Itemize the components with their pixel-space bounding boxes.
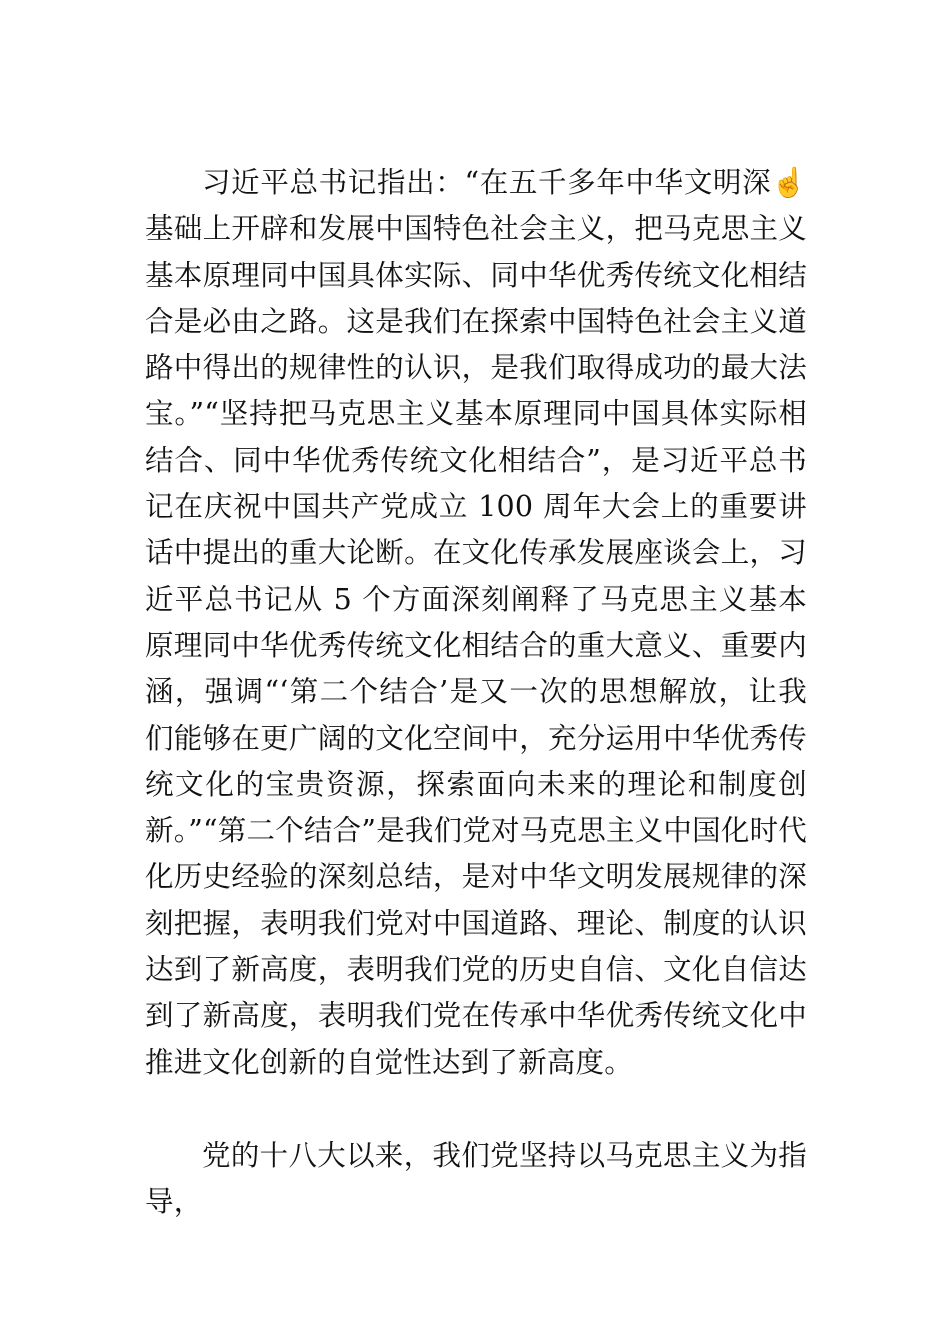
body-text [145,160,807,1226]
paragraph-2: 党的十八大以来，我们党坚持以马克思主义为指导， [145,1138,807,1219]
paragraph-1: 习近平总书记指出：“在五千多年中华文明深☝基础上开辟和发展中国特色社会主义，把马克思主义基本原理同中国具体实际、同中华优秀传统文化相结合是必由之路。这是我们在探索中国特色社会主义道路中得出的规律性的认识，是我们取得成功的最大法宝。”“坚持把马克思主义基本原理同中国具体实际相结合、同中华优秀传统文化相结合”，是习近平总书记在庆祝中国共产党成立 100 周年大会上的重要讲话中提出的重大论断。在文化传承发展座谈会上，习近平总书记从 5 个方面深刻阐释了马克思主义基本原理同中华优秀传统文化相结合的重大意义、重要内涵，强调“‘第二个结合’是又一次的思想解放，让我们能够在更广阔的文化空间中，充分运用中华优秀传统文化的宝贵资源，探索面向未来的理论和制度创新。”“第二个结合”是我们党对马克思主义中国化时代化历史经验的深刻总结，是对中华文明发展规律的深刻把握，表明我们党对中国道路、理论、制度的认识达到了新高度，表明我们党的历史自信、文化自信达到了新高度，表明我们党在传承中华优秀传统文化中推进文化创新的自觉性达到了新高度。 [145,166,807,1079]
